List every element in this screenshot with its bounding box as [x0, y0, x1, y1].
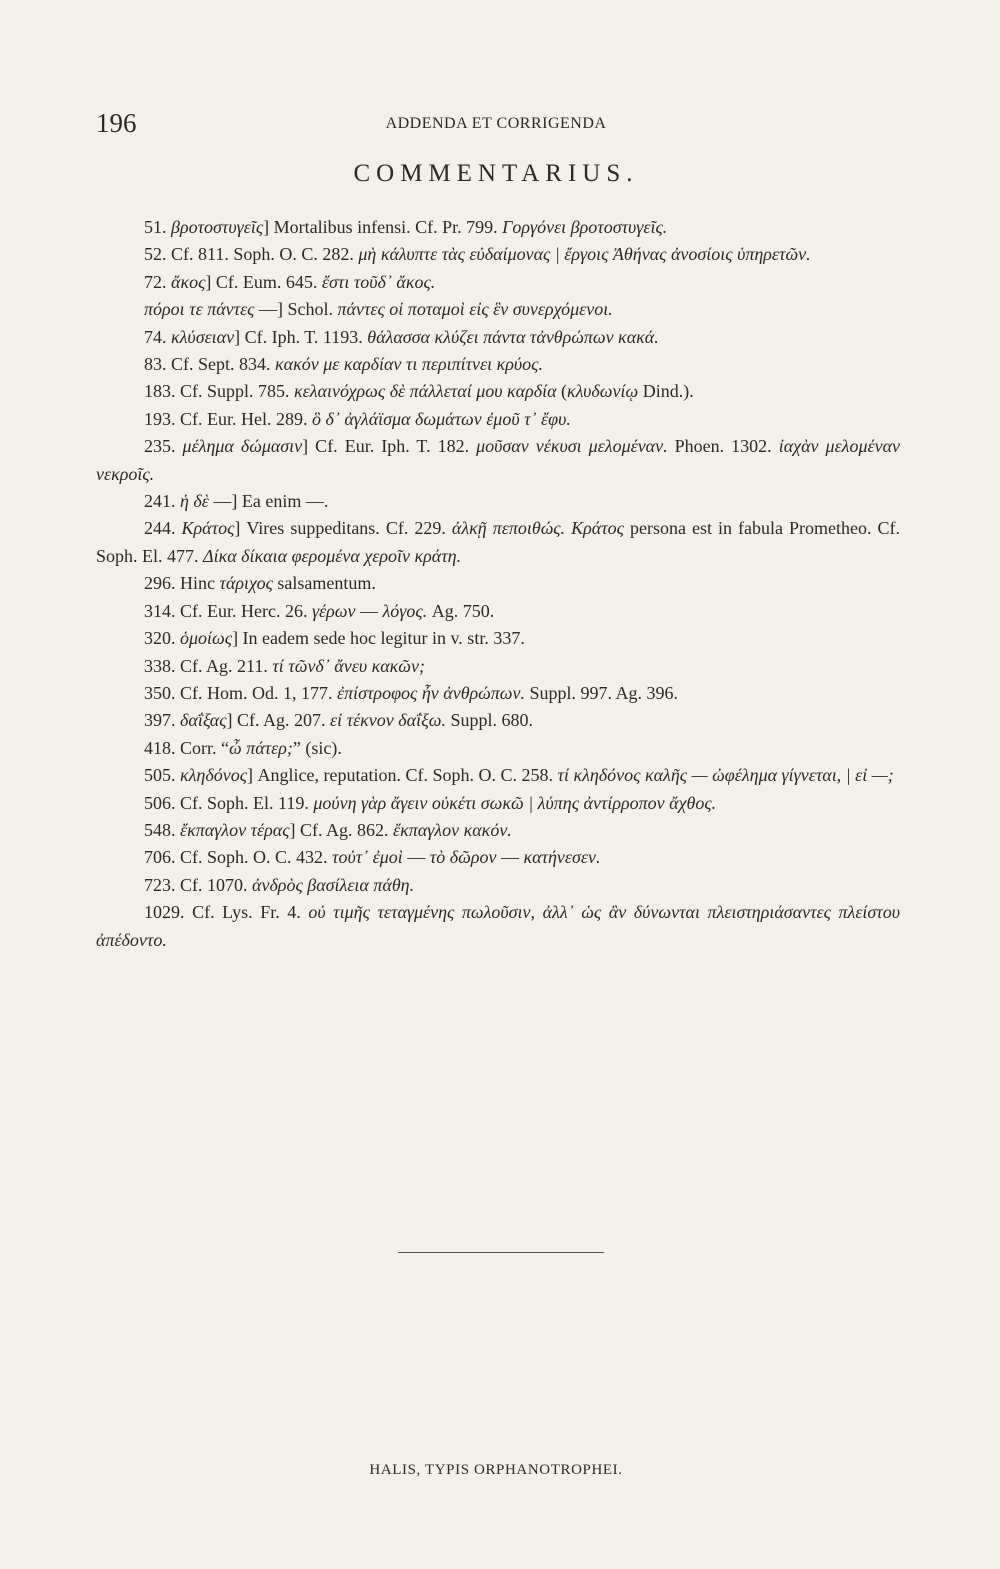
commentary-note [96, 707, 900, 734]
greek-quotation: γέρων [311, 600, 356, 621]
greek-quotation: τί τῶνδ᾽ ἄνευ κακῶν; [272, 655, 426, 676]
commentary-note [96, 570, 900, 597]
running-head [96, 108, 896, 144]
commentary-note [96, 790, 900, 817]
greek-quotation: κλυδωνίῳ [567, 381, 639, 402]
printer-imprint: HALIS, TYPIS ORPHANOTROPHEI. [369, 1462, 623, 1478]
note-text: ] Vires suppeditans. Cf. 229. [234, 518, 452, 539]
greek-quotation: ἔκπαγλον κακόν. [393, 819, 512, 840]
commentary-note [96, 324, 900, 351]
running-title: ADDENDA ET CORRIGENDA [385, 115, 607, 132]
commentary-note [96, 817, 900, 844]
note-reference: 397. [144, 710, 176, 731]
commentary-note [96, 351, 900, 378]
commentary-note [96, 899, 900, 954]
greek-quotation: ἔστι τοῦδ᾽ ἄκος. [321, 271, 436, 292]
commentary-note [96, 598, 900, 625]
note-text: Hinc [180, 573, 220, 594]
greek-quotation: πάντες οἱ ποταμοὶ εἰς ἓν συνερχόμενοι. [337, 299, 613, 320]
note-reference: 548. [144, 819, 176, 840]
note-text: ] Mortalibus infensi. Cf. Pr. 799. [263, 217, 503, 237]
greek-quotation: ἄκος [171, 271, 206, 292]
greek-quotation: τί κληδόνος καλῆς — ὠφέλημα γίγνεται, | εἰ —; [557, 765, 894, 786]
commentary-note [96, 515, 900, 570]
greek-quotation: Γοργόνει βροτοστυγεῖς. [502, 217, 668, 237]
commentary-note [96, 735, 900, 762]
note-text: Cf. 811. Soph. O. C. 282. [171, 244, 359, 265]
greek-quotation: τὸ δῶρον [429, 847, 497, 868]
commentary-note [96, 214, 900, 241]
closing-rule [398, 1252, 604, 1253]
greek-quotation: μοῦσαν νέκυσι μελομέναν. [476, 436, 668, 457]
note-text: persona est in fabula Prometheo. Cf. Soph. El. 477. [96, 518, 901, 566]
commentary-note [96, 406, 900, 433]
note-text: —] Ea enim —. [208, 491, 329, 512]
note-reference: 723. [144, 874, 176, 895]
greek-quotation: πόροι τε πάντες [144, 299, 255, 320]
greek-quotation: μούνη γὰρ ἄγειν οὐκέτι σωκῶ | λύπης ἀντίρροπον ἄχθος. [313, 792, 717, 813]
note-text: ( [556, 381, 568, 402]
note-text: ] In eadem sede hoc legitur in v. str. 337. [232, 628, 525, 649]
greek-quotation: τοὐτ᾽ ἐμοὶ [332, 847, 403, 868]
note-text: salsamentum. [272, 573, 376, 594]
greek-quotation: ὃ δ᾽ ἀγλάϊσμα δωμάτων ἐμοῦ τ᾽ ἔφυ. [312, 408, 571, 429]
greek-quotation: θάλασσα κλύζει πάντα τἀνθρώπων κακά. [367, 326, 659, 347]
greek-quotation: ἰαχὰν μελομέναν νεκροῖς. [96, 436, 901, 484]
greek-quotation: δαΐξας [180, 710, 227, 731]
greek-quotation: κακόν με καρδίαν τι περιπίτνει κρύος. [275, 354, 543, 375]
greek-quotation: τάριχος [219, 573, 273, 594]
note-text: ] Cf. Iph. T. 1193. [234, 326, 368, 347]
greek-quotation: ἐπίστροφος ἦν ἀνθρώπων. [337, 682, 525, 703]
commentary-note [96, 269, 900, 296]
commentary-note [96, 296, 900, 323]
greek-quotation: λόγος. [382, 600, 428, 621]
note-reference: 183. [144, 381, 176, 402]
commentary-note [96, 433, 900, 488]
greek-quotation: οὐ τιμῆς τεταγμένης πωλοῦσιν, ἀλλ᾽ ὡς ἂν δύνωνται πλειστηριάσαντες πλείστου ἀπέδοντο. [96, 902, 901, 950]
commentary-note [96, 241, 900, 268]
note-reference: 241. [144, 491, 176, 512]
note-text: ] Cf. Ag. 862. [289, 819, 394, 840]
greek-quotation: κελαινόχρως δὲ πάλλεταί μου καρδία [294, 381, 557, 402]
commentary-note [96, 844, 900, 871]
note-text: Corr. “ [180, 737, 229, 758]
greek-quotation: ὁμοίως [180, 628, 233, 649]
commentary-note [96, 680, 900, 707]
section-title: COMMENTARIUS. [353, 160, 639, 187]
note-text: Cf. Eur. Herc. 26. [180, 600, 312, 621]
note-text: —] Schol. [254, 299, 338, 320]
note-reference: 314. [144, 600, 176, 621]
greek-quotation: κατήνεσεν. [523, 847, 601, 868]
note-text: ] Cf. Eur. Iph. T. 182. [302, 436, 477, 457]
note-reference: 706. [144, 847, 176, 868]
note-text: Cf. Ag. 211. [180, 655, 273, 676]
commentary-note [96, 653, 900, 680]
note-reference: 320. [144, 628, 176, 649]
commentary-note [96, 378, 900, 405]
note-text: ] Cf. Eum. 645. [205, 271, 322, 292]
note-reference: 1029. [144, 902, 185, 923]
note-text: ” (sic). [292, 737, 342, 758]
note-reference: 83. [144, 354, 167, 375]
note-text: Cf. Sept. 834. [171, 354, 276, 375]
greek-quotation: ὦ πάτερ; [229, 737, 293, 758]
greek-quotation: ἔκπαγλον τέρας [180, 819, 290, 840]
greek-quotation: μὴ κάλυπτε τὰς εὐδαίμονας | ἔργοις Ἀθήνας ἀνοσίοις ὑπηρετῶν. [358, 244, 811, 265]
note-reference: 505. [144, 765, 176, 786]
note-reference: 193. [144, 408, 176, 429]
note-text: Ag. 750. [427, 600, 495, 621]
page-number: 196 [96, 108, 137, 138]
commentary-notes [96, 214, 900, 954]
note-reference: 51. [144, 217, 167, 237]
note-text: ] Cf. Ag. 207. [226, 710, 331, 731]
commentary-note [96, 488, 900, 515]
commentary-note [96, 762, 900, 789]
note-text: ] Anglice, reputation. Cf. Soph. O. C. 258. [247, 765, 558, 786]
note-text: Cf. 1070. [180, 874, 252, 895]
greek-quotation: μέλημα δώμασιν [182, 436, 303, 457]
greek-quotation: ἀλκῇ πεποιθώς. [451, 518, 566, 539]
note-text: Phoen. 1302. [667, 436, 779, 457]
note-reference: 52. [144, 244, 167, 265]
note-reference: 338. [144, 655, 176, 676]
note-text: — [496, 847, 524, 868]
note-text: Dind.). [638, 381, 694, 402]
commentary-note [96, 625, 900, 652]
greek-quotation: Δίκα δίκαια φερομένα χεροῖν κράτη. [203, 545, 462, 566]
greek-quotation: κληδόνος [180, 765, 248, 786]
greek-quotation: ἡ δὲ [180, 491, 209, 512]
note-reference: 235. [144, 436, 176, 457]
note-text: Cf. Eur. Hel. 289. [180, 408, 312, 429]
note-reference: 350. [144, 682, 176, 703]
note-text: Suppl. 680. [446, 710, 534, 731]
note-reference: 296. [144, 573, 176, 594]
note-text: — [402, 847, 430, 868]
note-reference: 244. [144, 518, 176, 539]
note-reference: 74. [144, 326, 167, 347]
note-reference: 72. [144, 271, 167, 292]
note-text: — [355, 600, 383, 621]
greek-quotation: εἰ τέκνον δαΐξω. [330, 710, 447, 731]
note-text: Cf. Soph. El. 119. [180, 792, 314, 813]
note-reference: 506. [144, 792, 176, 813]
greek-quotation: Κράτος [571, 518, 624, 539]
note-text: Suppl. 997. Ag. 396. [524, 682, 678, 703]
note-text: Cf. Lys. Fr. 4. [192, 902, 309, 923]
greek-quotation: κλύσειαν [171, 326, 235, 347]
commentary-note [96, 872, 900, 899]
note-reference: 418. [144, 737, 176, 758]
greek-quotation: βροτοστυγεῖς [171, 217, 264, 237]
greek-quotation: ἀνδρὸς βασίλεια πάθη. [252, 874, 415, 895]
greek-quotation: Κράτος [181, 518, 235, 539]
note-text: Cf. Hom. Od. 1, 177. [180, 682, 337, 703]
note-text: Cf. Suppl. 785. [180, 381, 295, 402]
note-text: Cf. Soph. O. C. 432. [180, 847, 333, 868]
